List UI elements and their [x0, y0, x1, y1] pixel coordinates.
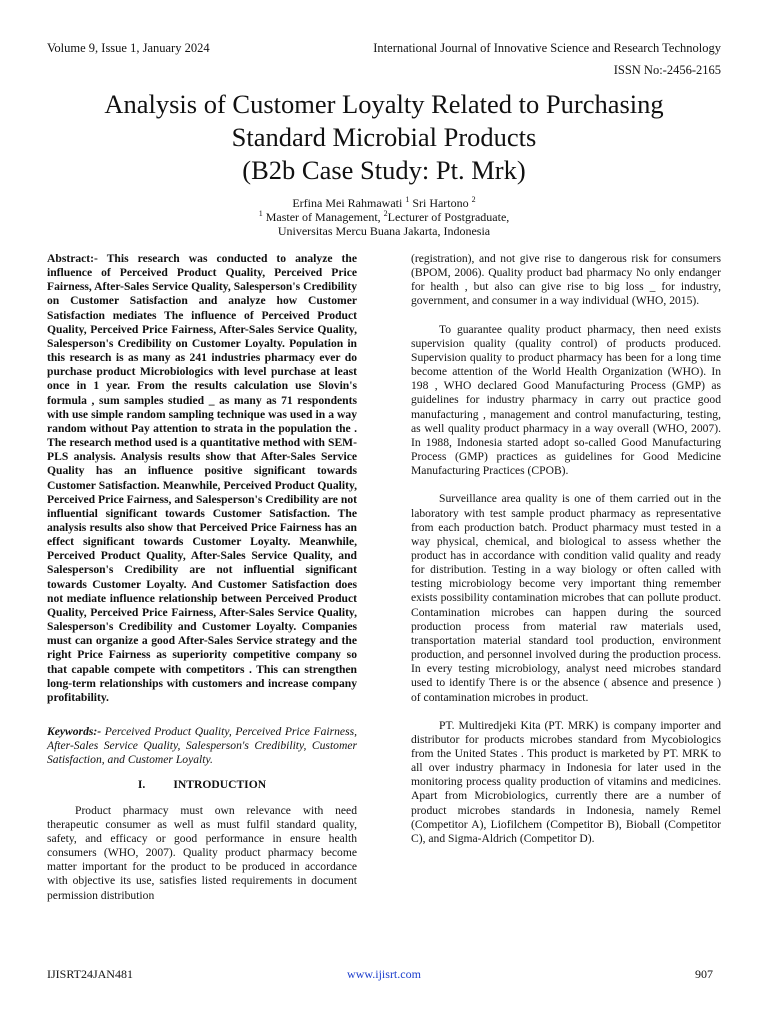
keywords [47, 725, 357, 767]
keywords-text: Perceived Product Quality, Perceived Price Fairness, After-Sales Service Quality, Salesperson's Credibility, Customer Satisfaction, and Customer Loyalty. [47, 725, 357, 767]
intro-paragraph-4: Surveillance area quality is one of them carried out in the laboratory with test sample product pharmacy as representative from each production batch. Product pharmacy must tested in a way physical, chemical, and biological to assess whether the product has in accordance with condition valid quality and ready for distribution. Testing in a way biology or often called with testing microbiology become very important thing remember exists possibility contamination microbes that can pollute product. Contamination microbes can happen during the sourced production process from material raw materials used, transportation material standard tool production, environment production, and personnel involved during the production process. In every testing microbiology, analyst need microbes standard used to identify There is or the absence ( absence and presence ) of contamination microbes in product. [411, 492, 721, 704]
footer-journal-link[interactable]: www.ijisrt.com [347, 967, 421, 981]
paper-title [30, 88, 738, 187]
keywords-label: Keywords:- [47, 725, 102, 738]
author-2-affiliation-mark: 2 [471, 195, 476, 204]
section-number: I. [137, 778, 146, 792]
intro-paragraph-5: PT. Multiredjeki Kita (PT. MRK) is company importer and distributor for products microbes standard from Mycobiologics from the United States . This product is marketed by PT. MRK to all over industry pharmacy in Indonesia for later used in the monitoring process quality production of vitamins and medicines. Apart from Microbiologics, currently there are a number of product microbes standards in Indonesia, namely Remel (Competitor A), Liofilchem (Competitor B), Bioball (Competitor C), and Sigma-Aldrich (Competitor D). [411, 718, 721, 845]
institution: Universitas Mercu Buana Jakarta, Indonesia [277, 224, 491, 238]
running-header-journal: International Journal of Innovative Science and Research Technology [373, 41, 721, 55]
running-header-volume: Volume 9, Issue 1, January 2024 [47, 41, 210, 55]
section-heading-introduction [47, 778, 357, 792]
author-names [30, 196, 738, 210]
affiliation-1-mark: 1 [258, 209, 263, 218]
right-column [411, 252, 721, 846]
author-block [30, 196, 738, 238]
footer-paper-code: IJISRT24JAN481 [47, 967, 133, 981]
affiliation-2-mark: 2 [383, 209, 388, 218]
abstract: Abstract:- This research was conducted to analyze the influence of Perceived Product Quality, Perceived Price Fairness, After-Sales Service Quality, Salesperson's Credibility on Customer Satisfaction and analyze how Customer Satisfaction mediates The influence of Perceived Product Quality, Perceived Price Fairness, After-Sales Service Quality, Salesperson's Credibility on Customer Loyalty. Population in this research is as many as 241 industries pharmacy ever do purchase product Microbiologics with level purchase at least once in 1 year. From the results calculation use Slovin's formula , sum samples studied _ as many as 71 respondents with use simple random sampling technique was used in a way random without Pay attention to strata in the population the . The research method used is a quantitative method with SEM-PLS analysis. Analysis results show that After-Sales Service Quality has an influence positive significant towards Customer Satisfaction. Meanwhile, Perceived Product Quality, Perceived Price Fairness, and Salesperson's Credibility are not influential significant towards Customer Satisfaction. The analysis results also show that Perceived Price Fairness has an effect significant towards Customer Loyalty. Meanwhile, Perceived Product Quality, After-Sales Service Quality, and Salesperson's Credibility are not influential significant towards Customer Loyalty. And Customer Satisfaction does not mediate influence relationship between Perceived Product Quality, Perceived Price Fairness, After-Sales Service Quality, Salesperson's Credibility and Customer Loyalty. Companies must can organize a good After-Sales Service strategy and the right Price Fairness as superiority competitive company so that capable compete with competitors . This can strengthen long-term relationships with customers and increase company profitability. [47, 252, 357, 704]
left-column [47, 252, 357, 903]
intro-paragraph-1: Product pharmacy must own relevance with need therapeutic consumer as well as must fulfil standard quality, safety, and efficacy or good performance in ensure health consumers (WHO, 2007). Quality product pharmacy become matter important for the product to be produced in accordance with objective its use, satisfies listed requirements in document permission distribution [47, 803, 357, 902]
author-1-affiliation-mark: 1 [405, 195, 410, 204]
title-line-1: Analysis of Customer Loyalty Related to Purchasing [104, 89, 664, 119]
affiliation-2: Lecturer of Postgraduate, [387, 210, 510, 224]
issn-label: ISSN No:-2456-2165 [613, 63, 721, 77]
intro-paragraph-2: (registration), and not give rise to dangerous risk for consumers (BPOM, 2006). Quality product bad pharmacy No only endanger for health , but also can give rise to big loss _ for industry, government, and consumer in a way individual (WHO, 2015). [411, 252, 721, 308]
affiliation-1: Master of Management, [265, 210, 381, 224]
section-title: INTRODUCTION [173, 778, 267, 792]
author-2: Sri Hartono [412, 196, 469, 210]
title-line-2: Standard Microbial Products [231, 122, 537, 152]
page-number: 907 [695, 967, 713, 981]
affiliations [30, 210, 738, 224]
title-line-3: (B2b Case Study: Pt. Mrk) [242, 155, 526, 185]
intro-paragraph-3: To guarantee quality product pharmacy, then need exists supervision quality (quality control) of products produced. Supervision quality to product pharmacy has been for a long time become attention of the World Health Organization (WHO). In 198 , WHO declared Good Manufacturing Process (GMP) as guidelines for industry pharmacy in carry out practice good manufacturing , management and control manufacturing, testing, as well quality product pharmacy in a way overall (WHO, 2007). In 1988, Indonesia started adopt so-called Good Manufacturing Process (GMP) practices as guidelines for Good Medicine Manufacturing Practices (CPOB). [411, 322, 721, 478]
author-1: Erfina Mei Rahmawati [292, 196, 403, 210]
